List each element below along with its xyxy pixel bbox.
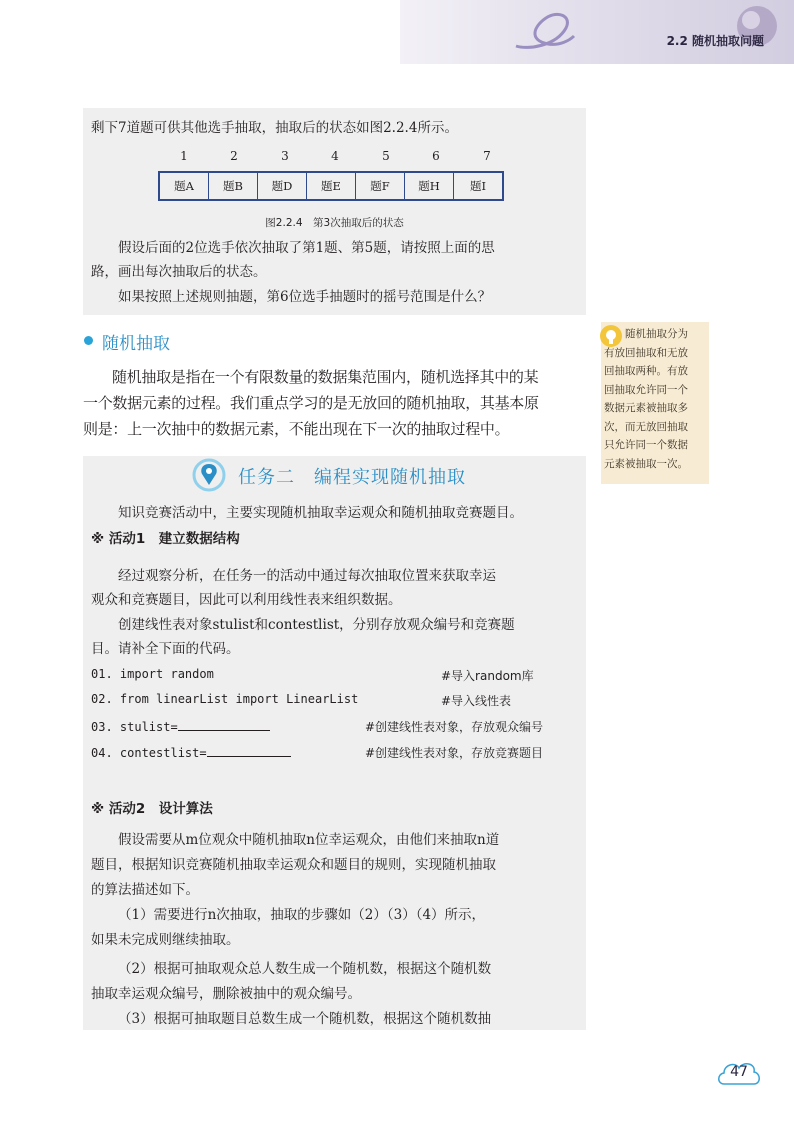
paragraph-line: 如果按照上述规则抽题，第6位选手抽题时的摇号范围是什么？: [118, 289, 492, 305]
question-cell: 题E: [307, 172, 356, 200]
code-line: 01. import random: [91, 667, 214, 681]
note-line: 元素被抽取一次。: [604, 457, 688, 470]
intro-line: 剩下7道题可供其他选手抽取，抽取后的状态如图2.2.4所示。: [91, 120, 458, 136]
paragraph-line: （2）根据可抽取观众总人数生成一个随机数，根据这个随机数: [118, 961, 492, 977]
answer-blank[interactable]: [207, 744, 291, 757]
question-cell: 题B: [209, 172, 258, 200]
code-text: 03. stulist=: [91, 720, 178, 734]
note-line: 回抽取两种。有放: [604, 365, 688, 377]
paragraph-line: 如果未完成则继续抽取。: [91, 932, 240, 948]
paragraph-line: 目。请补全下面的代码。: [91, 641, 240, 657]
position-number: 6: [432, 149, 440, 163]
question-cell: 题I: [454, 172, 504, 200]
paragraph-line: 观众和竞赛题目，因此可以利用线性表来组织数据。: [91, 592, 402, 608]
position-number: 3: [281, 149, 289, 163]
page-number: 47: [730, 1064, 748, 1080]
code-comment: #导入random库: [441, 669, 534, 683]
body-line: 随机抽取是指在一个有限数量的数据集范围内，随机选择其中的某: [112, 368, 539, 386]
header-band: [400, 0, 794, 64]
code-line: [91, 744, 291, 760]
task-title: 任务二 编程实现随机抽取: [238, 467, 466, 488]
question-cell: 题A: [159, 172, 209, 200]
body-line: 一个数据元素的过程。我们重点学习的是无放回的随机抽取，其基本原: [83, 394, 539, 412]
question-state-table: [158, 171, 504, 201]
activity-heading: ※ 活动1 建立数据结构: [91, 531, 240, 547]
note-line: 次，而无放回抽取: [604, 420, 688, 433]
code-text: 04. contestlist=: [91, 746, 207, 760]
paragraph-line: 知识竞赛活动中，主要实现随机抽取幸运观众和随机抽取竞赛题目。: [118, 505, 523, 521]
paragraph-line: 假设需要从m位观众中随机抽取n位幸运观众，由他们来抽取n道: [118, 832, 500, 848]
position-number: 5: [382, 149, 390, 163]
paragraph-line: （3）根据可抽取题目总数生成一个随机数，根据这个随机数抽: [118, 1011, 492, 1027]
body-line: 则是：上一次抽中的数据元素，不能出现在下一次的抽取过程中。: [83, 420, 510, 438]
figure-caption: 图2.2.4 第3次抽取后的状态: [265, 217, 404, 229]
note-line: 数据元素被抽取多: [604, 402, 688, 414]
paragraph-line: 路，画出每次抽取后的状态。: [91, 264, 267, 280]
position-number: 2: [230, 149, 238, 163]
paragraph-line: 经过观察分析，在任务一的活动中通过每次抽取位置来获取幸运: [118, 568, 496, 584]
activity-heading: ※ 活动2 设计算法: [91, 801, 213, 817]
position-number: 4: [331, 149, 339, 163]
question-cell: 题D: [258, 172, 307, 200]
e-logo-icon: [508, 6, 578, 56]
paragraph-line: 题目，根据知识竞赛随机抽取幸运观众和题目的规则，实现随机抽取: [91, 857, 496, 873]
paragraph-line: （1）需要进行n次抽取，抽取的步骤如（2）（3）（4）所示，: [118, 907, 486, 923]
note-line: 只允许同一个数据: [604, 439, 688, 451]
section-title: 随机抽取: [102, 334, 170, 354]
paragraph-line: 假设后面的2位选手依次抽取了第1题、第5题，请按照上面的思: [118, 240, 495, 256]
paragraph-line: 创建线性表对象stulist和contestlist，分别存放观众编号和竞赛题: [118, 617, 515, 633]
section-header-title: 2.2 随机抽取问题: [666, 34, 764, 48]
code-comment: #创建线性表对象，存放竞赛题目: [365, 746, 544, 760]
side-note-text: [604, 325, 708, 473]
bullet-dot-icon: [84, 336, 93, 345]
paragraph-line: 抽取幸运观众编号，删除被抽中的观众编号。: [91, 986, 361, 1002]
note-line: 有放回抽取和无放: [604, 346, 688, 359]
answer-blank[interactable]: [178, 718, 270, 731]
note-line: 回抽取允许同一个: [604, 383, 688, 396]
position-number: 7: [483, 149, 491, 163]
note-line: 随机抽取分为: [604, 328, 688, 340]
position-number: 1: [180, 149, 188, 163]
code-line: [91, 718, 270, 734]
location-pin-icon: [189, 458, 229, 492]
code-comment: #创建线性表对象，存放观众编号: [365, 720, 544, 734]
question-cell: 题H: [405, 172, 454, 200]
code-line: 02. from linearList import LinearList: [91, 692, 359, 706]
code-comment: #导入线性表: [441, 694, 512, 708]
question-cell: 题F: [356, 172, 405, 200]
paragraph-line: 的算法描述如下。: [91, 882, 199, 898]
